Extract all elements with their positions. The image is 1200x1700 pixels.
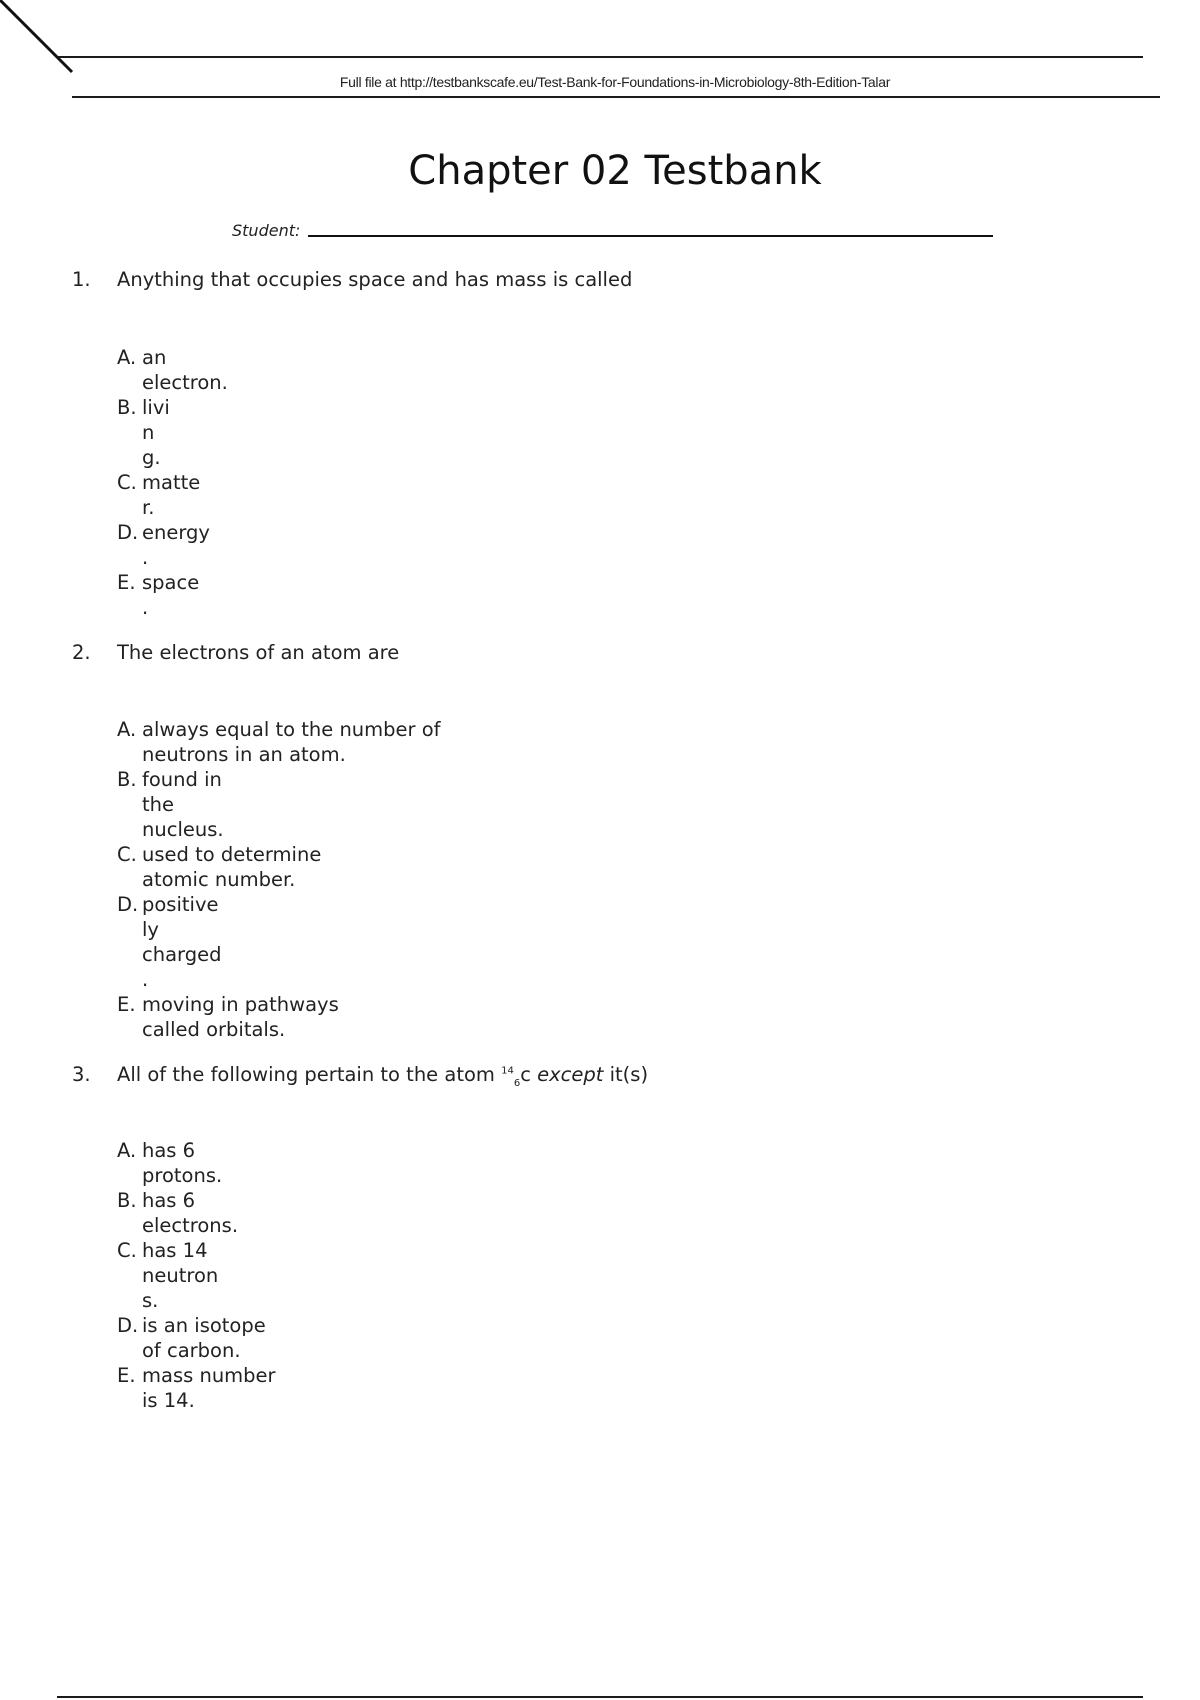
header-bottom-rule xyxy=(72,96,1160,98)
option-a xyxy=(117,1138,276,1188)
option-d xyxy=(117,892,441,992)
option-text: always equal to the number of neutrons in an atom. xyxy=(142,718,441,766)
option-e xyxy=(117,1363,276,1413)
footer-rule xyxy=(57,1696,1143,1698)
option-letter: C. xyxy=(117,471,137,494)
question-text: Anything that occupies space and has mass is called xyxy=(117,268,633,291)
option-b xyxy=(117,395,228,470)
header-url-line: Full file at http://testbankscafe.eu/Test-Bank-for-Foundations-in-Microbiology-8th-Edition-Talar xyxy=(339,74,891,90)
option-c xyxy=(117,1238,276,1313)
option-list xyxy=(117,1138,276,1413)
header-top-rule xyxy=(57,56,1143,58)
option-d xyxy=(117,1313,276,1363)
mass-number: 14 xyxy=(501,1065,514,1077)
option-letter: D. xyxy=(117,893,139,916)
option-list xyxy=(117,345,228,620)
option-letter: D. xyxy=(117,521,139,544)
option-text: has 14 neutron s. xyxy=(142,1239,219,1312)
option-b xyxy=(117,1188,276,1238)
option-text: positive ly charged . xyxy=(142,893,222,991)
option-letter: A. xyxy=(117,346,137,369)
option-c xyxy=(117,470,228,520)
option-d xyxy=(117,520,228,570)
student-name-line xyxy=(308,235,993,237)
option-text: moving in pathways called orbitals. xyxy=(142,993,339,1041)
option-text: livi n g. xyxy=(142,396,170,469)
option-letter: C. xyxy=(117,1239,137,1262)
option-b xyxy=(117,767,441,842)
corner-slash-decoration xyxy=(0,0,80,80)
option-c xyxy=(117,842,441,892)
option-letter: D. xyxy=(117,1314,139,1337)
question-number: 3. xyxy=(72,1063,91,1086)
question-number: 2. xyxy=(72,641,91,664)
option-letter: A. xyxy=(117,718,137,741)
option-text: energy . xyxy=(142,521,210,569)
option-a xyxy=(117,717,441,767)
option-letter: B. xyxy=(117,1189,137,1212)
option-text: has 6 electrons. xyxy=(142,1189,239,1237)
option-text: mass number is 14. xyxy=(142,1364,276,1412)
student-field xyxy=(232,221,993,240)
option-letter: B. xyxy=(117,768,137,791)
question-text-end: it(s) xyxy=(603,1063,649,1086)
option-a xyxy=(117,345,228,395)
question-text-start: All of the following pertain to the atom xyxy=(117,1063,502,1086)
option-letter: E. xyxy=(117,993,136,1016)
element-symbol: c xyxy=(520,1063,531,1086)
option-letter: E. xyxy=(117,1364,136,1387)
option-text: space . xyxy=(142,571,200,619)
student-label: Student: xyxy=(232,221,301,240)
option-letter: C. xyxy=(117,843,137,866)
option-text: used to determine atomic number. xyxy=(142,843,322,891)
page-title: Chapter 02 Testbank xyxy=(408,148,822,194)
option-letter: A. xyxy=(117,1139,137,1162)
emphasis-word: except xyxy=(537,1063,604,1086)
option-e xyxy=(117,570,228,620)
option-letter: E. xyxy=(117,571,136,594)
option-text: found in the nucleus. xyxy=(142,768,224,841)
option-letter: B. xyxy=(117,396,137,419)
question-text xyxy=(117,1063,648,1089)
question-text: The electrons of an atom are xyxy=(117,641,400,664)
option-text: is an isotope of carbon. xyxy=(142,1314,266,1362)
option-text: an electron. xyxy=(142,346,228,394)
atomic-number: 6 xyxy=(513,1077,521,1089)
option-text: has 6 protons. xyxy=(142,1139,223,1187)
option-e xyxy=(117,992,441,1042)
question-number: 1. xyxy=(72,268,91,291)
option-text: matte r. xyxy=(142,471,201,519)
option-list xyxy=(117,717,441,1042)
